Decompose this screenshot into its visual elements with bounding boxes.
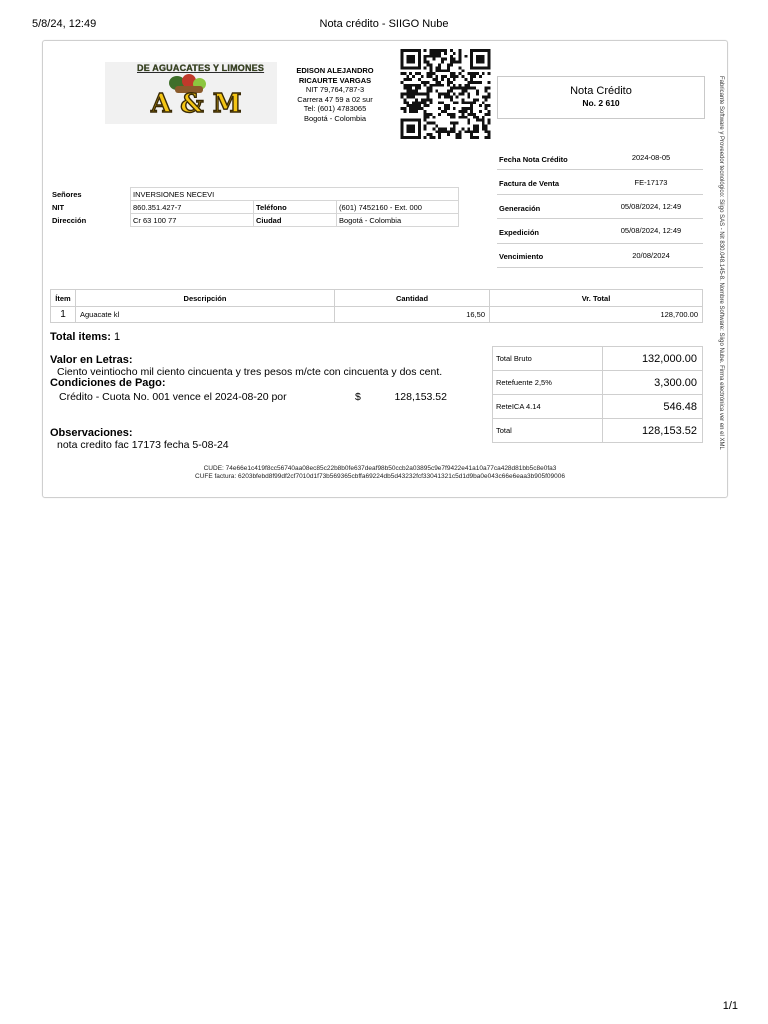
client-label-nit: NIT bbox=[52, 202, 65, 212]
print-datetime: 5/8/24, 12:49 bbox=[32, 18, 97, 30]
client-info bbox=[50, 187, 459, 227]
valor-letras-label: Valor en Letras: bbox=[50, 354, 133, 366]
info-value-factura: FE-17173 bbox=[634, 178, 668, 187]
row-descripcion: Aguacate kl bbox=[76, 307, 335, 323]
client-nit: 860.351.427-7 bbox=[131, 201, 254, 214]
print-title: Nota crédito - SIIGO Nube bbox=[319, 18, 449, 30]
issuer-block bbox=[285, 66, 385, 123]
issuer-address: Carrera 47 59 a 02 sur bbox=[297, 94, 373, 104]
logo-tagline: DE AGUACATES Y LIMONES bbox=[137, 63, 265, 73]
row-cantidad: 16,50 bbox=[335, 307, 490, 323]
issuer-city: Bogotá - Colombia bbox=[303, 113, 367, 123]
info-value-expedicion: 05/08/2024, 12:49 bbox=[620, 226, 682, 235]
qr-code-icon bbox=[399, 49, 492, 139]
issuer-name-1: EDISON ALEJANDRO bbox=[296, 66, 374, 75]
document-title-box bbox=[497, 76, 705, 119]
row-total: 128,700.00 bbox=[490, 307, 703, 323]
issuer-phone: Tel: (601) 4783065 bbox=[303, 104, 367, 113]
info-label-generacion: Generación bbox=[499, 204, 541, 213]
condiciones-label: Condiciones de Pago: bbox=[50, 377, 166, 389]
condiciones-text: Crédito - Cuota No. 001 vence el 2024-08-20 por bbox=[59, 391, 287, 403]
row-item: 1 bbox=[51, 307, 76, 323]
info-value-vencimiento: 20/08/2024 bbox=[632, 251, 670, 260]
col-header-descripcion: Descripción bbox=[76, 290, 335, 307]
info-label-factura: Factura de Venta bbox=[499, 179, 560, 188]
condiciones-currency: $ bbox=[355, 391, 361, 403]
info-label-expedicion: Expedición bbox=[499, 228, 540, 237]
info-label-vencimiento: Vencimiento bbox=[499, 252, 544, 261]
info-divider bbox=[497, 267, 703, 268]
table-row bbox=[51, 307, 703, 323]
condiciones-amount: 128,153.52 bbox=[394, 391, 447, 403]
observaciones-label: Observaciones: bbox=[50, 427, 133, 439]
total-items bbox=[50, 331, 120, 343]
observaciones-text: nota credito fac 17173 fecha 5-08-24 bbox=[57, 439, 229, 451]
client-label-senores: Señores bbox=[52, 189, 82, 199]
col-header-total: Vr. Total bbox=[490, 290, 703, 307]
software-note bbox=[712, 76, 724, 476]
client-label-direccion: Dirección bbox=[52, 215, 87, 225]
total-items-value: 1 bbox=[113, 331, 121, 343]
client-city: Bogotá - Colombia bbox=[337, 214, 459, 227]
totals-label-bruto: Total Bruto bbox=[493, 347, 603, 371]
totals-label-reteica: ReteICA 4.14 bbox=[493, 395, 603, 419]
info-value-generacion: 05/08/2024, 12:49 bbox=[620, 202, 682, 211]
info-divider bbox=[497, 194, 703, 195]
info-label-fecha: Fecha Nota Crédito bbox=[499, 155, 568, 164]
totals-value-retefuente: 3,300.00 bbox=[603, 371, 703, 395]
cude-block bbox=[50, 465, 710, 481]
document-title: Nota Crédito bbox=[570, 85, 632, 97]
client-name: INVERSIONES NECEVI bbox=[131, 188, 459, 201]
valor-letras-text: Ciento veintiocho mil ciento cincuenta y tres pesos m/cte con cincuenta y dos cent. bbox=[57, 366, 443, 378]
items-table bbox=[50, 289, 703, 323]
totals-table bbox=[492, 346, 703, 443]
cude-code: CUDE: 74e66e1c419f8cc56740aa08ec85c22b8b0fe637deaf98b50ccb2a03895c9e7f9422e41a10a77ca428d81bb5c8e0fa3 bbox=[203, 465, 557, 472]
logo-brand: A & M bbox=[151, 89, 242, 119]
totals-value-total: 128,153.52 bbox=[603, 419, 703, 443]
total-items-label: Total items: bbox=[50, 331, 111, 343]
client-label-ciudad: Ciudad bbox=[254, 214, 337, 227]
totals-label-retefuente: Retefuente 2,5% bbox=[493, 371, 603, 395]
issuer-name-2: RICAURTE VARGAS bbox=[298, 75, 372, 85]
client-label-telefono: Teléfono bbox=[254, 201, 337, 214]
totals-label-total: Total bbox=[493, 419, 603, 443]
info-value-fecha: 2024-08-05 bbox=[631, 153, 671, 162]
col-header-cantidad: Cantidad bbox=[335, 290, 490, 307]
totals-value-reteica: 546.48 bbox=[603, 395, 703, 419]
page-counter: 1/1 bbox=[722, 1000, 738, 1012]
issuer-nit: NIT 79,764,787-3 bbox=[305, 85, 365, 94]
cufe-code: CUFE factura: 6203bfebd8f99df2cf7010d1f73b569365cbffa69224db5d43232fcf33041321c5d1d9ba0e043c66e6eaa3b905f09006 bbox=[195, 473, 565, 480]
info-divider bbox=[497, 218, 703, 219]
client-address: Cr 63 100 77 bbox=[131, 214, 254, 227]
company-logo bbox=[105, 62, 277, 124]
document-number: No. 2 610 bbox=[582, 98, 620, 108]
info-divider bbox=[497, 243, 703, 244]
col-header-item: Ítem bbox=[51, 290, 76, 307]
info-divider bbox=[497, 169, 703, 170]
client-phone: (601) 7452160 - Ext. 000 bbox=[337, 201, 459, 214]
software-note-text: Fabricante Software y Proveedor tecnológico: Siigo SAS - Nit 830.048.145-8. Nombre Software: Siigo Nube. Firma electrónica ver en el XML bbox=[718, 76, 724, 450]
totals-value-bruto: 132,000.00 bbox=[603, 347, 703, 371]
